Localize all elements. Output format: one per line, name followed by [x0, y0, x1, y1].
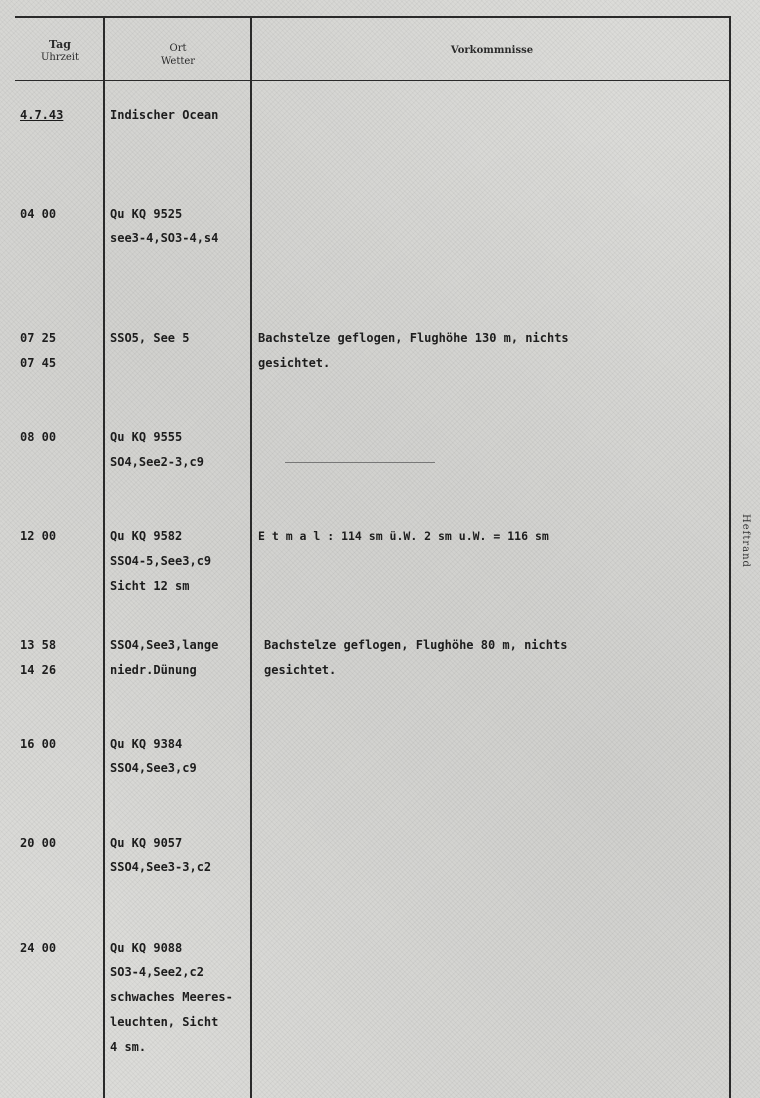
header-tag: Tag — [49, 38, 71, 51]
entry-event-text: Bachstelze geflogen, Flughöhe 80 m, nichts — [264, 638, 568, 652]
header-vorkommnisse: Vorkommnisse — [450, 45, 534, 56]
right-border — [729, 16, 731, 1098]
header-ort: Ort — [169, 43, 187, 54]
entry-position: Qu KQ 9582 — [110, 529, 183, 543]
entry-remark: leuchten, Sicht — [110, 1015, 219, 1029]
entry-time: 08 00 — [20, 430, 57, 444]
header-uhrzeit: Uhrzeit — [40, 52, 80, 63]
entry-weather-2: niedr.Dünung — [110, 663, 197, 677]
column-divider-1 — [103, 16, 105, 1098]
header-col2 — [108, 42, 248, 68]
entry-weather: see3-4,SO3-4,s4 — [110, 231, 219, 245]
entry-time: 12 00 — [20, 529, 57, 543]
entry-location: Indischer Ocean — [110, 108, 219, 122]
entry-time: 13 58 — [20, 638, 57, 652]
entry-time: 20 00 — [20, 836, 57, 850]
entry-time: 04 00 — [20, 207, 57, 221]
entry-time-end: 14 26 — [20, 663, 57, 677]
entry-weather: SSO4,See3,lange — [110, 638, 219, 652]
heftrand-margin-label: Heftrand — [740, 514, 751, 568]
entry-time: 24 00 — [20, 941, 57, 955]
header-wetter: Wetter — [160, 56, 196, 67]
entry-weather: SSO4,See3,c9 — [110, 761, 197, 775]
entry-position: Qu KQ 9088 — [110, 941, 183, 955]
entry-date: 4.7.43 — [20, 108, 64, 122]
entry-weather: SSO4-5,See3,c9 — [110, 554, 212, 568]
entry-position: Qu KQ 9057 — [110, 836, 183, 850]
entry-event-text: Bachstelze geflogen, Flughöhe 130 m, nichts — [258, 331, 569, 345]
entry-time: 07 25 — [20, 331, 57, 345]
entry-remark: 4 sm. — [110, 1040, 147, 1054]
entry-weather: SO3-4,See2,c2 — [110, 965, 204, 979]
entry-weather: SSO4,See3-3,c2 — [110, 860, 212, 874]
entry-weather: SO4,See2-3,c9 — [110, 455, 204, 469]
entry-visibility: Sicht 12 sm — [110, 579, 190, 593]
entry-position: Qu KQ 9525 — [110, 207, 183, 221]
entry-event-text: gesichtet. — [258, 356, 331, 370]
faint-dash-line — [285, 462, 435, 463]
entry-time: 16 00 — [20, 737, 57, 751]
header-col1 — [20, 38, 100, 64]
entry-etmal-text: E t m a l : 114 sm ü.W. 2 sm u.W. = 116 sm — [258, 529, 549, 543]
top-border — [15, 16, 731, 18]
entry-weather: SSO5, See 5 — [110, 331, 190, 345]
header-divider — [15, 80, 731, 81]
entry-position: Qu KQ 9555 — [110, 430, 183, 444]
entry-time-end: 07 45 — [20, 356, 57, 370]
entry-position: Qu KQ 9384 — [110, 737, 183, 751]
entry-remark: schwaches Meeres- — [110, 990, 233, 1004]
entry-event-text: gesichtet. — [264, 663, 337, 677]
